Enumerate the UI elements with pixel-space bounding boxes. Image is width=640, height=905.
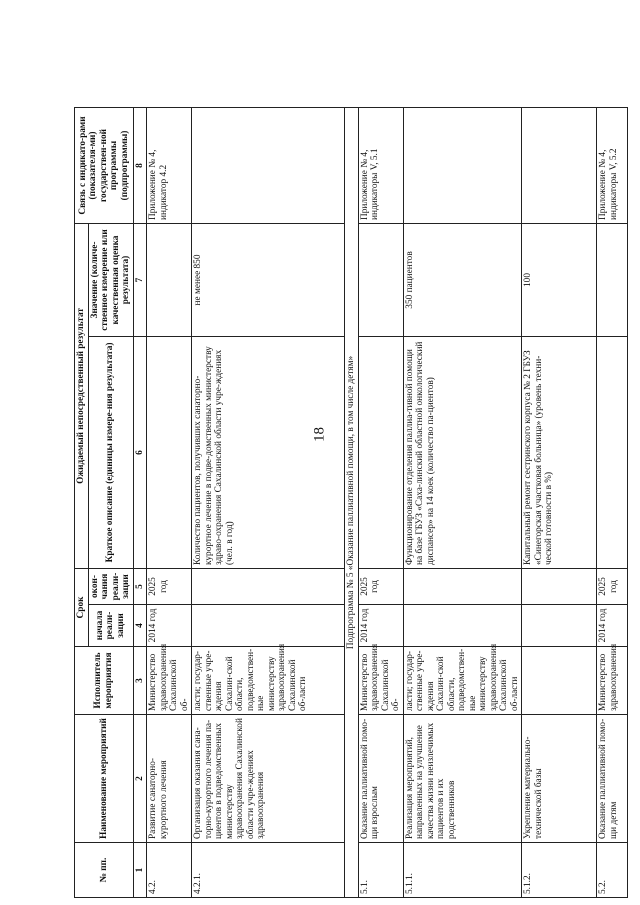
section-title: Подпрограмма № 5 «Оказание паллиативной помощи, в том числе детям» [345, 107, 359, 897]
row-end [192, 568, 345, 604]
row-desc: Капитальный ремонт сестринского корпуса № 2 ГБУЗ «Синегорская участковая больница» (уровень техни-ческой готовности в %) [522, 336, 597, 568]
row-num: 4.2.1. [192, 843, 345, 898]
row-link [522, 107, 597, 223]
row-desc [597, 336, 628, 568]
activities-table [74, 107, 628, 898]
row-value: не менее 850 [192, 223, 345, 336]
row-value [147, 223, 192, 336]
row-value [597, 223, 628, 336]
header-result-desc: Краткое описание (единицы измере-ния результата) [88, 336, 133, 568]
row-executor: ласти; государ-ственные учре-ждения Сахалин-ской области, подведомствен-ные министерству здравоохранения Сахалинской об-ласти [403, 647, 522, 715]
table-row [147, 107, 192, 897]
row-desc [358, 336, 403, 568]
header-term-end: окон-чания реали-зации [88, 568, 133, 604]
row-num: 5.1. [358, 843, 403, 898]
row-start [403, 605, 522, 647]
header-link: Связь с индикато-рами (показателя-ми) государствен-ной программы (подпрограммы) [75, 107, 134, 223]
row-name: Реализация мероприятий, направленных на улучшение качества жизни неизлечимых пациентов и их родственников [403, 715, 522, 843]
row-name: Укрепление материально-технической базы [522, 715, 597, 843]
row-start: 2014 год [358, 605, 403, 647]
row-num: 5.1.2. [522, 843, 597, 898]
row-value [358, 223, 403, 336]
column-number: 6 [133, 336, 147, 568]
row-desc: Функционирование отделения паллиа-тивной помощи на базе ГБУЗ «Саха-линский областной онкологический диспансер» на 14 коек (количество па-циентов) [403, 336, 522, 568]
page-number: 18 [311, 427, 328, 442]
header-term: Срок [75, 568, 89, 646]
column-number: 3 [133, 647, 147, 715]
column-number: 2 [133, 715, 147, 843]
row-num: 5.1.1. [403, 843, 522, 898]
row-end: 2025 год [147, 568, 192, 604]
row-num: 4.2. [147, 843, 192, 898]
table-row [403, 107, 522, 897]
row-executor: Министерство здравоохранения [597, 647, 628, 715]
row-name: Оказание паллиативной помо-щи детям [597, 715, 628, 843]
row-start [192, 605, 345, 647]
table-row [358, 107, 403, 897]
row-start: 2014 год [597, 605, 628, 647]
column-number: 5 [133, 568, 147, 604]
rotated-table-sheet [74, 108, 619, 898]
row-end [403, 568, 522, 604]
header-name: Наименование мероприятий [75, 715, 134, 843]
row-link: Приложение № 4, индикаторы V, 5.1 [358, 107, 403, 223]
header-result-value: Значение (количе-ственное измерение или качественная оценка результата) [88, 223, 133, 336]
column-number: 8 [133, 107, 147, 223]
row-link [403, 107, 522, 223]
row-executor: Министерство здравоохранения Сахалинской об- [358, 647, 403, 715]
row-link [192, 107, 345, 223]
row-value: 350 пациентов [403, 223, 522, 336]
row-name: Развитие санаторно-курортного лечения [147, 715, 192, 843]
column-number: 4 [133, 605, 147, 647]
row-executor [522, 647, 597, 715]
row-value: 100 [522, 223, 597, 336]
row-name: Организация оказания сана-торно-курортного лечения па-циентов в подведомственных министерству здравоохранения Сахалинской области учре-ждениях здравоохранения [192, 715, 345, 843]
header-term-start: начала реали-зации [88, 605, 133, 647]
header-num: № пп. [75, 843, 134, 898]
row-link: Приложение № 4, индикатор 4.2 [147, 107, 192, 223]
row-end: 2025 год [597, 568, 628, 604]
row-num: 5.2. [597, 843, 628, 898]
row-desc [147, 336, 192, 568]
row-name: Оказание паллиативной помо-щи взрослым [358, 715, 403, 843]
column-number: 7 [133, 223, 147, 336]
row-end [522, 568, 597, 604]
row-executor: Министерство здравоохранения Сахалинской об- [147, 647, 192, 715]
table-row [597, 107, 628, 897]
row-link: Приложение № 4, индикаторы V, 5.2 [597, 107, 628, 223]
row-executor: ласти; государ-ственные учре-ждения Сахалин-ской области, подведомствен-ные министерству здравоохранения Сахалинской об-ласти [192, 647, 345, 715]
row-desc: Количество пациентов, получивших санаторно-курортное лечение в подве-домственных министерству здраво-охранения Сахалинской области учре-ждениях (чел. в год) [192, 336, 345, 568]
row-start: 2014 год [147, 605, 192, 647]
table-row [522, 107, 597, 897]
column-number: 1 [133, 843, 147, 898]
section-row [345, 107, 359, 897]
header-result: Ожидаемый непосредственный результат [75, 223, 89, 568]
table-row [192, 107, 345, 897]
row-start [522, 605, 597, 647]
header-executor: Исполнитель мероприятия [75, 647, 134, 715]
row-end: 2025 год [358, 568, 403, 604]
